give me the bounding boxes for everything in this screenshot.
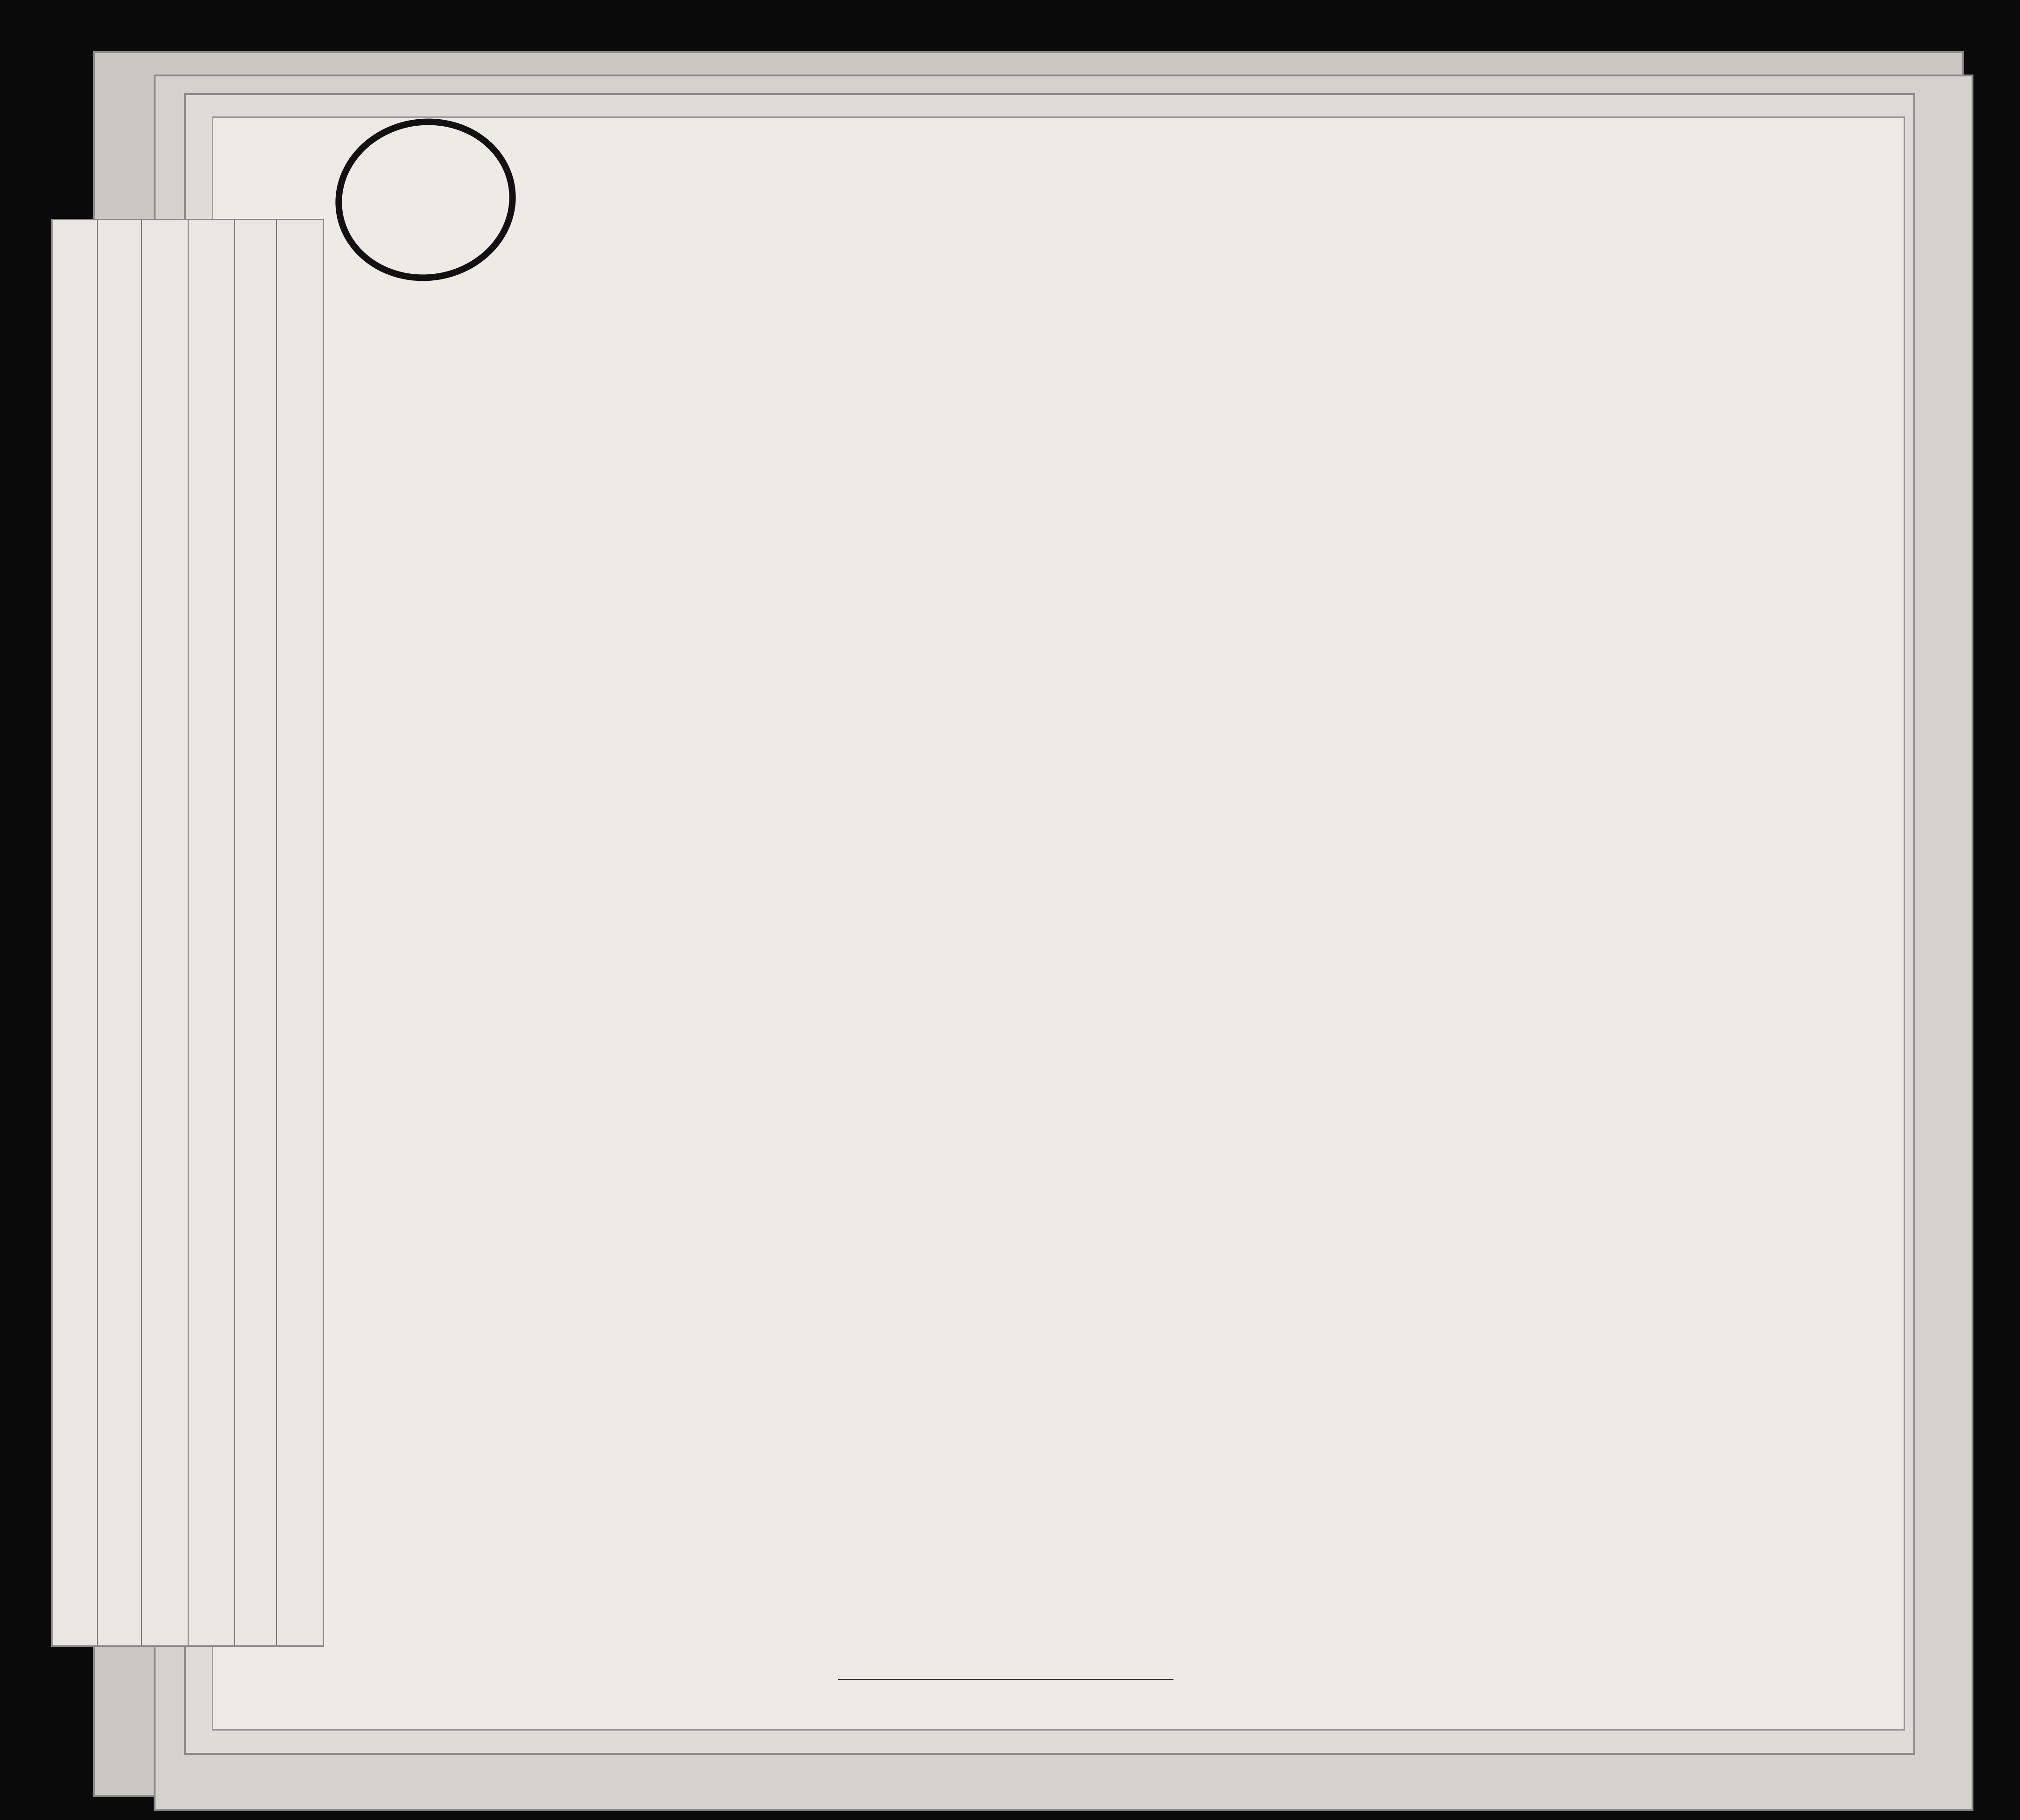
manifest-sheet	[212, 116, 1905, 1731]
discharged-seamen-stub	[51, 219, 324, 1647]
